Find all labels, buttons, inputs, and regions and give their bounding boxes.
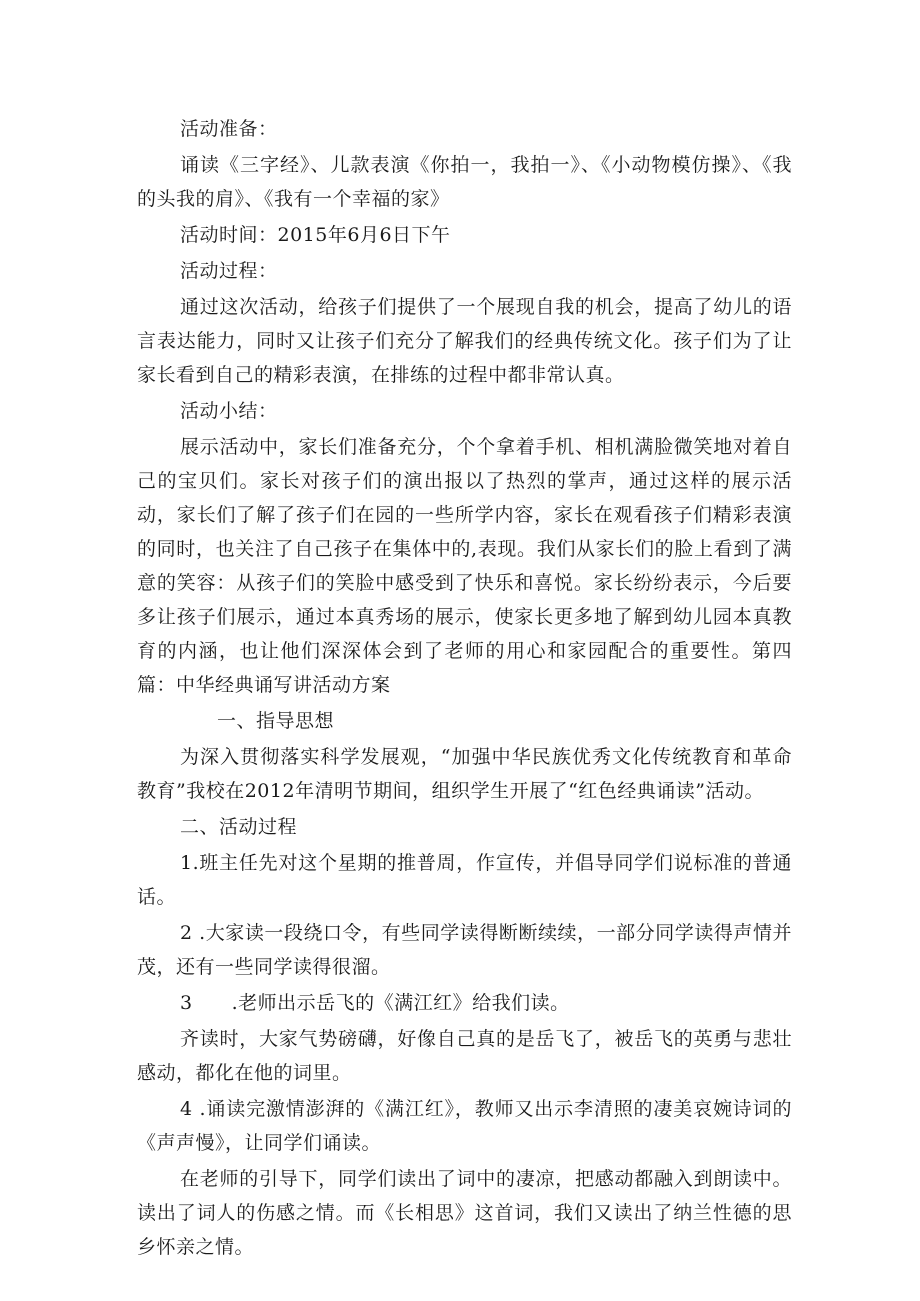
- document-body: [137, 112, 792, 1264]
- process-heading: 活动过程：: [180, 260, 278, 282]
- guiding-body: 为深入贯彻落实科学发展观，“加强中华民族优秀文化传统教育和革命教育”我校在2012年清明节期间，组织学生开展了“红色经典诵读”活动。: [137, 746, 792, 802]
- final-body: 在老师的引导下，同学们读出了词中的凄凉，把感动都融入到朗读中。读出了词人的伤感之情。而《长相思》这首词，我们又读出了纳兰性德的思乡怀亲之情。: [137, 1168, 792, 1258]
- step-3: 3 .老师出示岳飞的《满江红》给我们读。: [180, 992, 570, 1014]
- time-line: 活动时间：2015年6月6日下午: [180, 224, 451, 246]
- step-2: 2 .大家读一段绕口令，有些同学读得断断续续，一部分同学读得声情并茂，还有一些同学读得很溜。: [137, 922, 792, 978]
- summary-heading: 活动小结：: [180, 400, 278, 422]
- process2-heading: 二、活动过程: [180, 816, 298, 838]
- step-3-body: 齐读时，大家气势磅礴，好像自己真的是岳飞了，被岳飞的英勇与悲壮感动，都化在他的词里。: [137, 1028, 792, 1084]
- summary-body: 展示活动中，家长们准备充分，个个拿着手机、相机满脸微笑地对着自己的宝贝们。家长对孩子们的演出报以了热烈的掌声，通过这样的展示活动，家长们了解了孩子们在园的一些所学内容，家长在观看孩子们精彩表演的同时，也关注了自己孩子在集体中的,表现。我们从家长们的脸上看到了满意的笑容：从孩子们的笑脸中感受到了快乐和喜悦。家长纷纷表示，今后要多让孩子们展示，通过本真秀场的展示，使家长更多地了解到幼儿园本真教育的内涵，也让他们深深体会到了老师的用心和家园配合的重要性。第四篇：中华经典诵写讲活动方案: [137, 436, 792, 696]
- guiding-heading: 一、指导思想: [217, 710, 335, 732]
- prep-heading: 活动准备：: [180, 118, 278, 140]
- prep-body: 诵读《三字经》、儿款表演《你拍一，我拍一》、《小动物模仿操》、《我的头我的肩》、《我有一个幸福的家》: [137, 154, 792, 210]
- process-body: 通过这次活动，给孩子们提供了一个展现自我的机会，提高了幼儿的语言表达能力，同时又让孩子们充分了解我们的经典传统文化。孩子们为了让家长看到自己的精彩表演，在排练的过程中都非常认真。: [137, 296, 792, 386]
- step-1: 1.班主任先对这个星期的推普周，作宣传，并倡导同学们说标准的普通话。: [137, 852, 792, 908]
- step-4: 4 .诵读完激情澎湃的《满江红》，教师又出示李清照的凄美哀婉诗词的《声声慢》，让同学们诵读。: [137, 1098, 792, 1154]
